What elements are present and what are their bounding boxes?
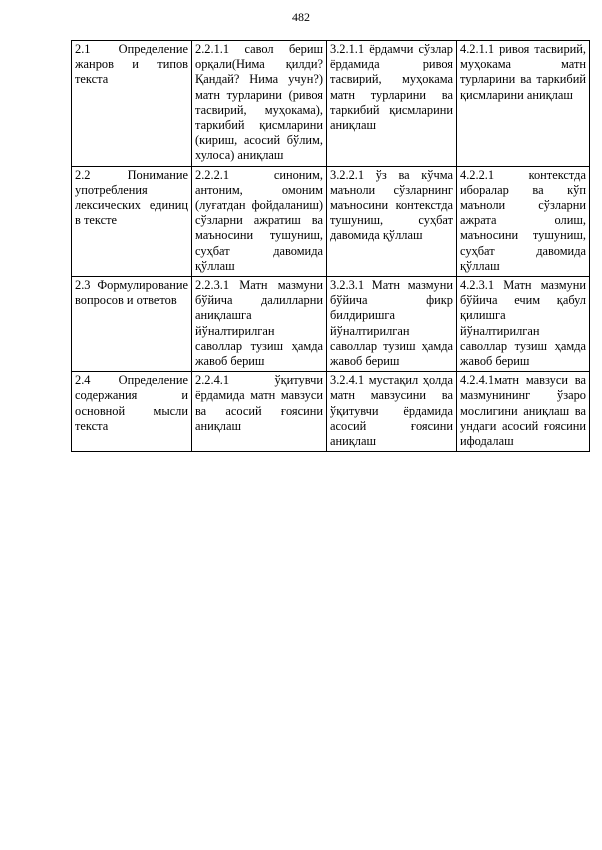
page-number: 482	[292, 10, 310, 24]
table-cell-grade-4: 4.2.1.1 ривоя тасвирий, муҳокама матн турларини ва таркибий қисмларини аниқлаш	[457, 41, 590, 167]
table-cell-topic: 2.3 Формулирование вопросов и ответов	[72, 277, 192, 372]
table-row	[72, 277, 590, 372]
table-cell-grade-2: 2.2.1.1 савол бериш орқали(Нима қилди? Қандай? Нима учун?) матн турларини (ривоя тасвирий, муҳокама), таркибий қисмларини (кириш, асосий бўлим, хулоса) аниқлаш	[192, 41, 327, 167]
table-cell-grade-3: 3.2.1.1 ёрдамчи сўзлар ёрдамида ривоя тасвирий, муҳокама матн турларини ва таркибий қисмларини аниқлаш	[327, 41, 457, 167]
table-row	[72, 41, 590, 167]
table-row	[72, 166, 590, 276]
table-cell-grade-2: 2.2.3.1 Матн мазмуни бўйича далилларни аниқлашга йўналтирилган саволлар тузиш ҳамда жавоб бериш	[192, 277, 327, 372]
table-cell-topic: 2.1 Определение жанров и типов текста	[72, 41, 192, 167]
table-cell-grade-3: 3.2.3.1 Матн мазмуни бўйича фикр билдиришга йўналтирилган саволлар тузиш ҳамда жавоб бериш	[327, 277, 457, 372]
table-cell-topic: 2.4 Определение содержания и основной мысли текста	[72, 372, 192, 452]
table-cell-topic: 2.2 Понимание употребления лексических единиц в тексте	[72, 166, 192, 276]
table-cell-grade-2: 2.2.2.1 синоним, антоним, омоним (луғатдан фойдаланиш) сўзларни ажратиш ва маъносини тушуниш, суҳбат давомида қўллаш	[192, 166, 327, 276]
table-cell-grade-4: 4.2.2.1 контекстда иборалар ва кўп маъноли сўзларни ажрата олиш, маъносини тушуниш, суҳбат давомида қўллаш	[457, 166, 590, 276]
table-cell-grade-3: 3.2.2.1 ўз ва кўчма маъноли сўзларнинг маъносини контекстда тушуниш, суҳбат давомида қўллаш	[327, 166, 457, 276]
curriculum-table	[71, 40, 590, 452]
table-cell-grade-4: 4.2.3.1 Матн мазмуни бўйича ечим қабул қилишга йўналтирилган саволлар тузиш ҳамда жавоб бериш	[457, 277, 590, 372]
table-cell-grade-3: 3.2.4.1 мустақил ҳолда матн мавзусини ва ўқитувчи ёрдамида асосий ғоясини аниқлаш	[327, 372, 457, 452]
table-cell-grade-2: 2.2.4.1 ўқитувчи ёрдамида матн мавзуси ва асосий ғоясини аниқлаш	[192, 372, 327, 452]
table-row	[72, 372, 590, 452]
table-cell-grade-4: 4.2.4.1матн мавзуси ва мазмунининг ўзаро мослигини аниқлаш ва ундаги асосий ғоясини ифодалаш	[457, 372, 590, 452]
